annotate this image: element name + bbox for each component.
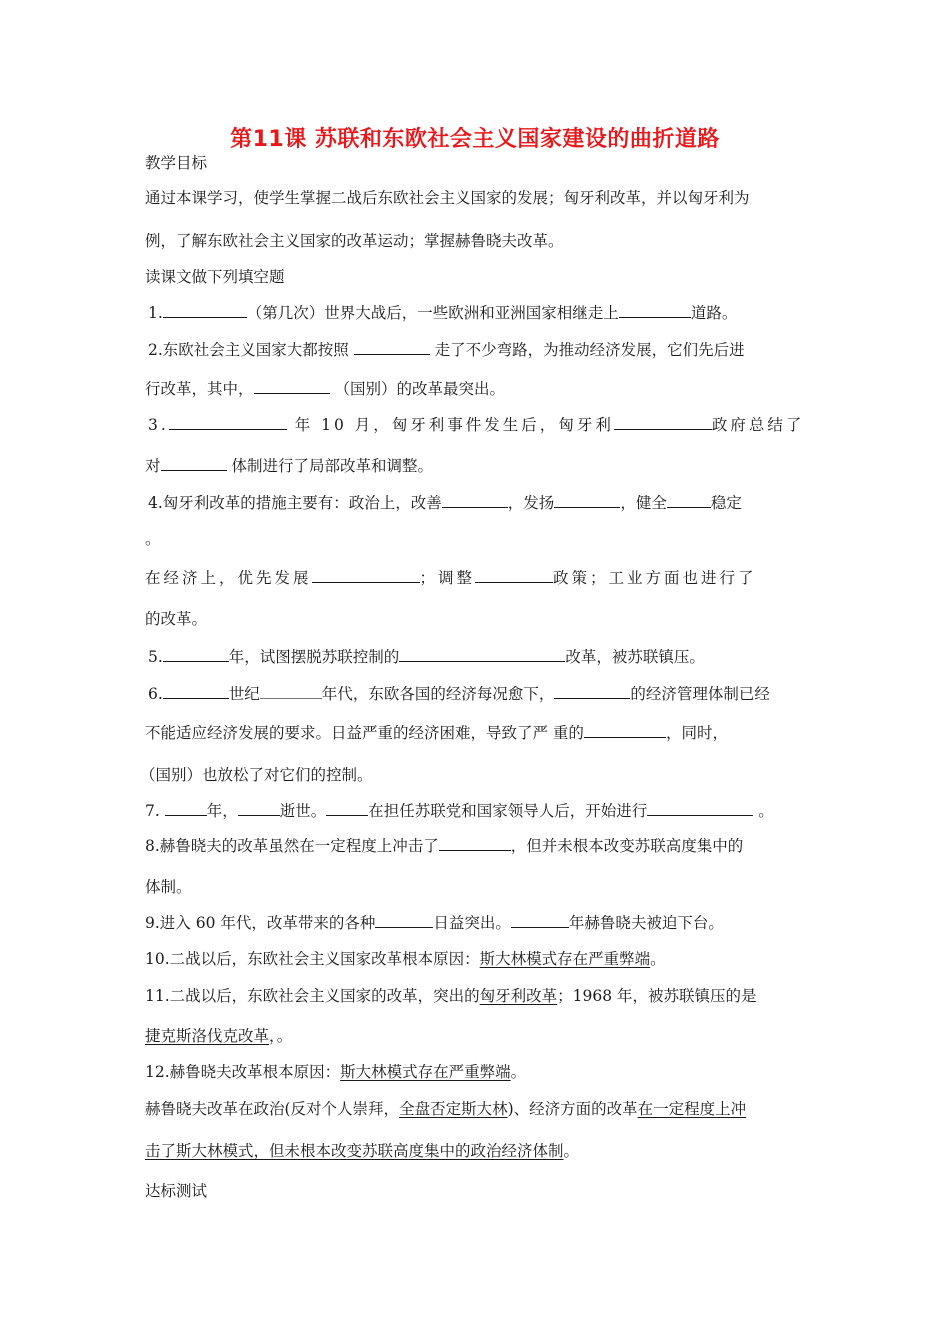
summary-line-1: 赫鲁晓夫改革在政治(反对个人崇拜，全盘否定斯大林)、经济方面的改革在一定程度上冲 — [145, 1100, 747, 1118]
lesson-title: 第11课 苏联和东欧社会主义国家建设的曲折道路 — [230, 127, 720, 152]
answer-underlined: 斯大林模式存在严重弊端 — [340, 1063, 511, 1081]
goal-text-line-1: 通过本课学习，使学生掌握二战后东欧社会主义国家的发展；匈牙利改革，并以匈牙利为 — [145, 189, 750, 207]
question-6-line-1: 6. 世纪 年代，东欧各国的经济每况愈下， 的经济管理体制已经 — [148, 682, 813, 705]
blank — [169, 413, 287, 430]
test-heading: 达标测试 — [145, 1182, 208, 1200]
answer-underlined: 击了斯大林模式，但未根本改变苏联高度集中的政治经济体制 — [145, 1142, 564, 1160]
question-4-line-1: 4.匈牙利改革的措施主要有：政治上，改善 ，发扬 ，健全 稳定 — [148, 491, 813, 514]
blank — [254, 377, 330, 394]
question-8-line-1: 8.赫鲁晓夫的改革虽然在一定程度上冲击了 ，但并未根本改变苏联高度集中的 — [145, 834, 810, 857]
blank — [475, 566, 553, 583]
question-4-line-4: 的改革。 — [145, 610, 208, 628]
blank — [163, 645, 229, 662]
blank — [554, 491, 620, 508]
question-12: 12.赫鲁晓夫改革根本原因：斯大林模式存在严重弊端。 — [145, 1063, 527, 1081]
question-4-line-3: 在经济上，优先发展 ；调整 政策；工业方面也进行了 — [145, 566, 810, 589]
blank — [163, 301, 247, 318]
question-2-line-2: 行改革，其中， （国别）的改革最突出。 — [145, 377, 810, 400]
blank — [260, 682, 322, 699]
answer-underlined: 全盘否定斯大林 — [399, 1100, 508, 1118]
fill-heading: 读课文做下列填空题 — [145, 268, 285, 286]
blank — [614, 413, 712, 430]
blank — [554, 682, 630, 699]
blank — [667, 491, 711, 508]
question-5: 5. 年，试图摆脱苏联控制的 改革，被苏联镇压。 — [148, 645, 813, 668]
blank — [326, 799, 368, 816]
question-3-line-2: 对 体制进行了局部改革和调整。 — [145, 454, 810, 477]
blank — [442, 491, 508, 508]
question-8-line-2: 体制。 — [145, 878, 192, 896]
blank — [312, 566, 420, 583]
answer-underlined: 斯大林模式存在严重弊端 — [479, 950, 651, 968]
blank — [238, 799, 280, 816]
question-4-line-2: 。 — [145, 530, 161, 548]
question-11-line-2: 捷克斯洛伐克改革，。 — [145, 1027, 293, 1045]
blank — [165, 799, 207, 816]
question-10: 10.二战以后，东欧社会主义国家改革根本原因：斯大林模式存在严重弊端。 — [145, 950, 666, 968]
blank — [619, 301, 691, 318]
blank — [375, 911, 433, 928]
answer-underlined: 匈牙利改革 — [479, 987, 558, 1005]
answer-underlined: 捷克斯洛伐克改革 — [145, 1027, 270, 1045]
blank — [647, 799, 753, 816]
question-6-line-2: 不能适应经济发展的要求。日益严重的经济困难，导致了严 重的 ，同时， — [145, 721, 810, 744]
question-11-line-1: 11.二战以后，东欧社会主义国家的改革，突出的匈牙利改革；1968 年，被苏联镇压的是 — [145, 987, 757, 1005]
question-2-line-1: 2.东欧社会主义国家大都按照 走了不少弯路，为推动经济发展，它们先后进 — [148, 338, 813, 361]
blank — [439, 834, 511, 851]
blank — [399, 645, 565, 662]
question-1: 1. （第几次）世界大战后，一些欧洲和亚洲国家相继走上 道路。 — [148, 301, 813, 324]
summary-line-2: 击了斯大林模式，但未根本改变苏联高度集中的政治经济体制。 — [145, 1142, 580, 1160]
goal-heading: 教学目标 — [145, 154, 208, 172]
question-3-line-1: 3. 年 10 月，匈牙利事件发生后，匈牙利 政府总结了 — [148, 413, 813, 436]
answer-underlined: 在一定程度上冲 — [637, 1100, 747, 1118]
question-7: 7. 年， 逝世。 在担任苏联党和国家领导人后，开始进行 。 — [145, 799, 810, 822]
blank — [511, 911, 569, 928]
goal-text-line-2: 例，了解东欧社会主义国家的改革运动；掌握赫鲁晓夫改革。 — [145, 232, 564, 250]
blank — [354, 338, 430, 355]
blank — [163, 682, 229, 699]
question-6-line-3: （国别）也放松了对它们的控制。 — [140, 766, 373, 784]
blank — [161, 454, 227, 471]
blank — [584, 721, 666, 738]
question-9: 9.进入 60 年代，改革带来的各种 日益突出。 年赫鲁晓夫被迫下台。 — [145, 911, 810, 934]
